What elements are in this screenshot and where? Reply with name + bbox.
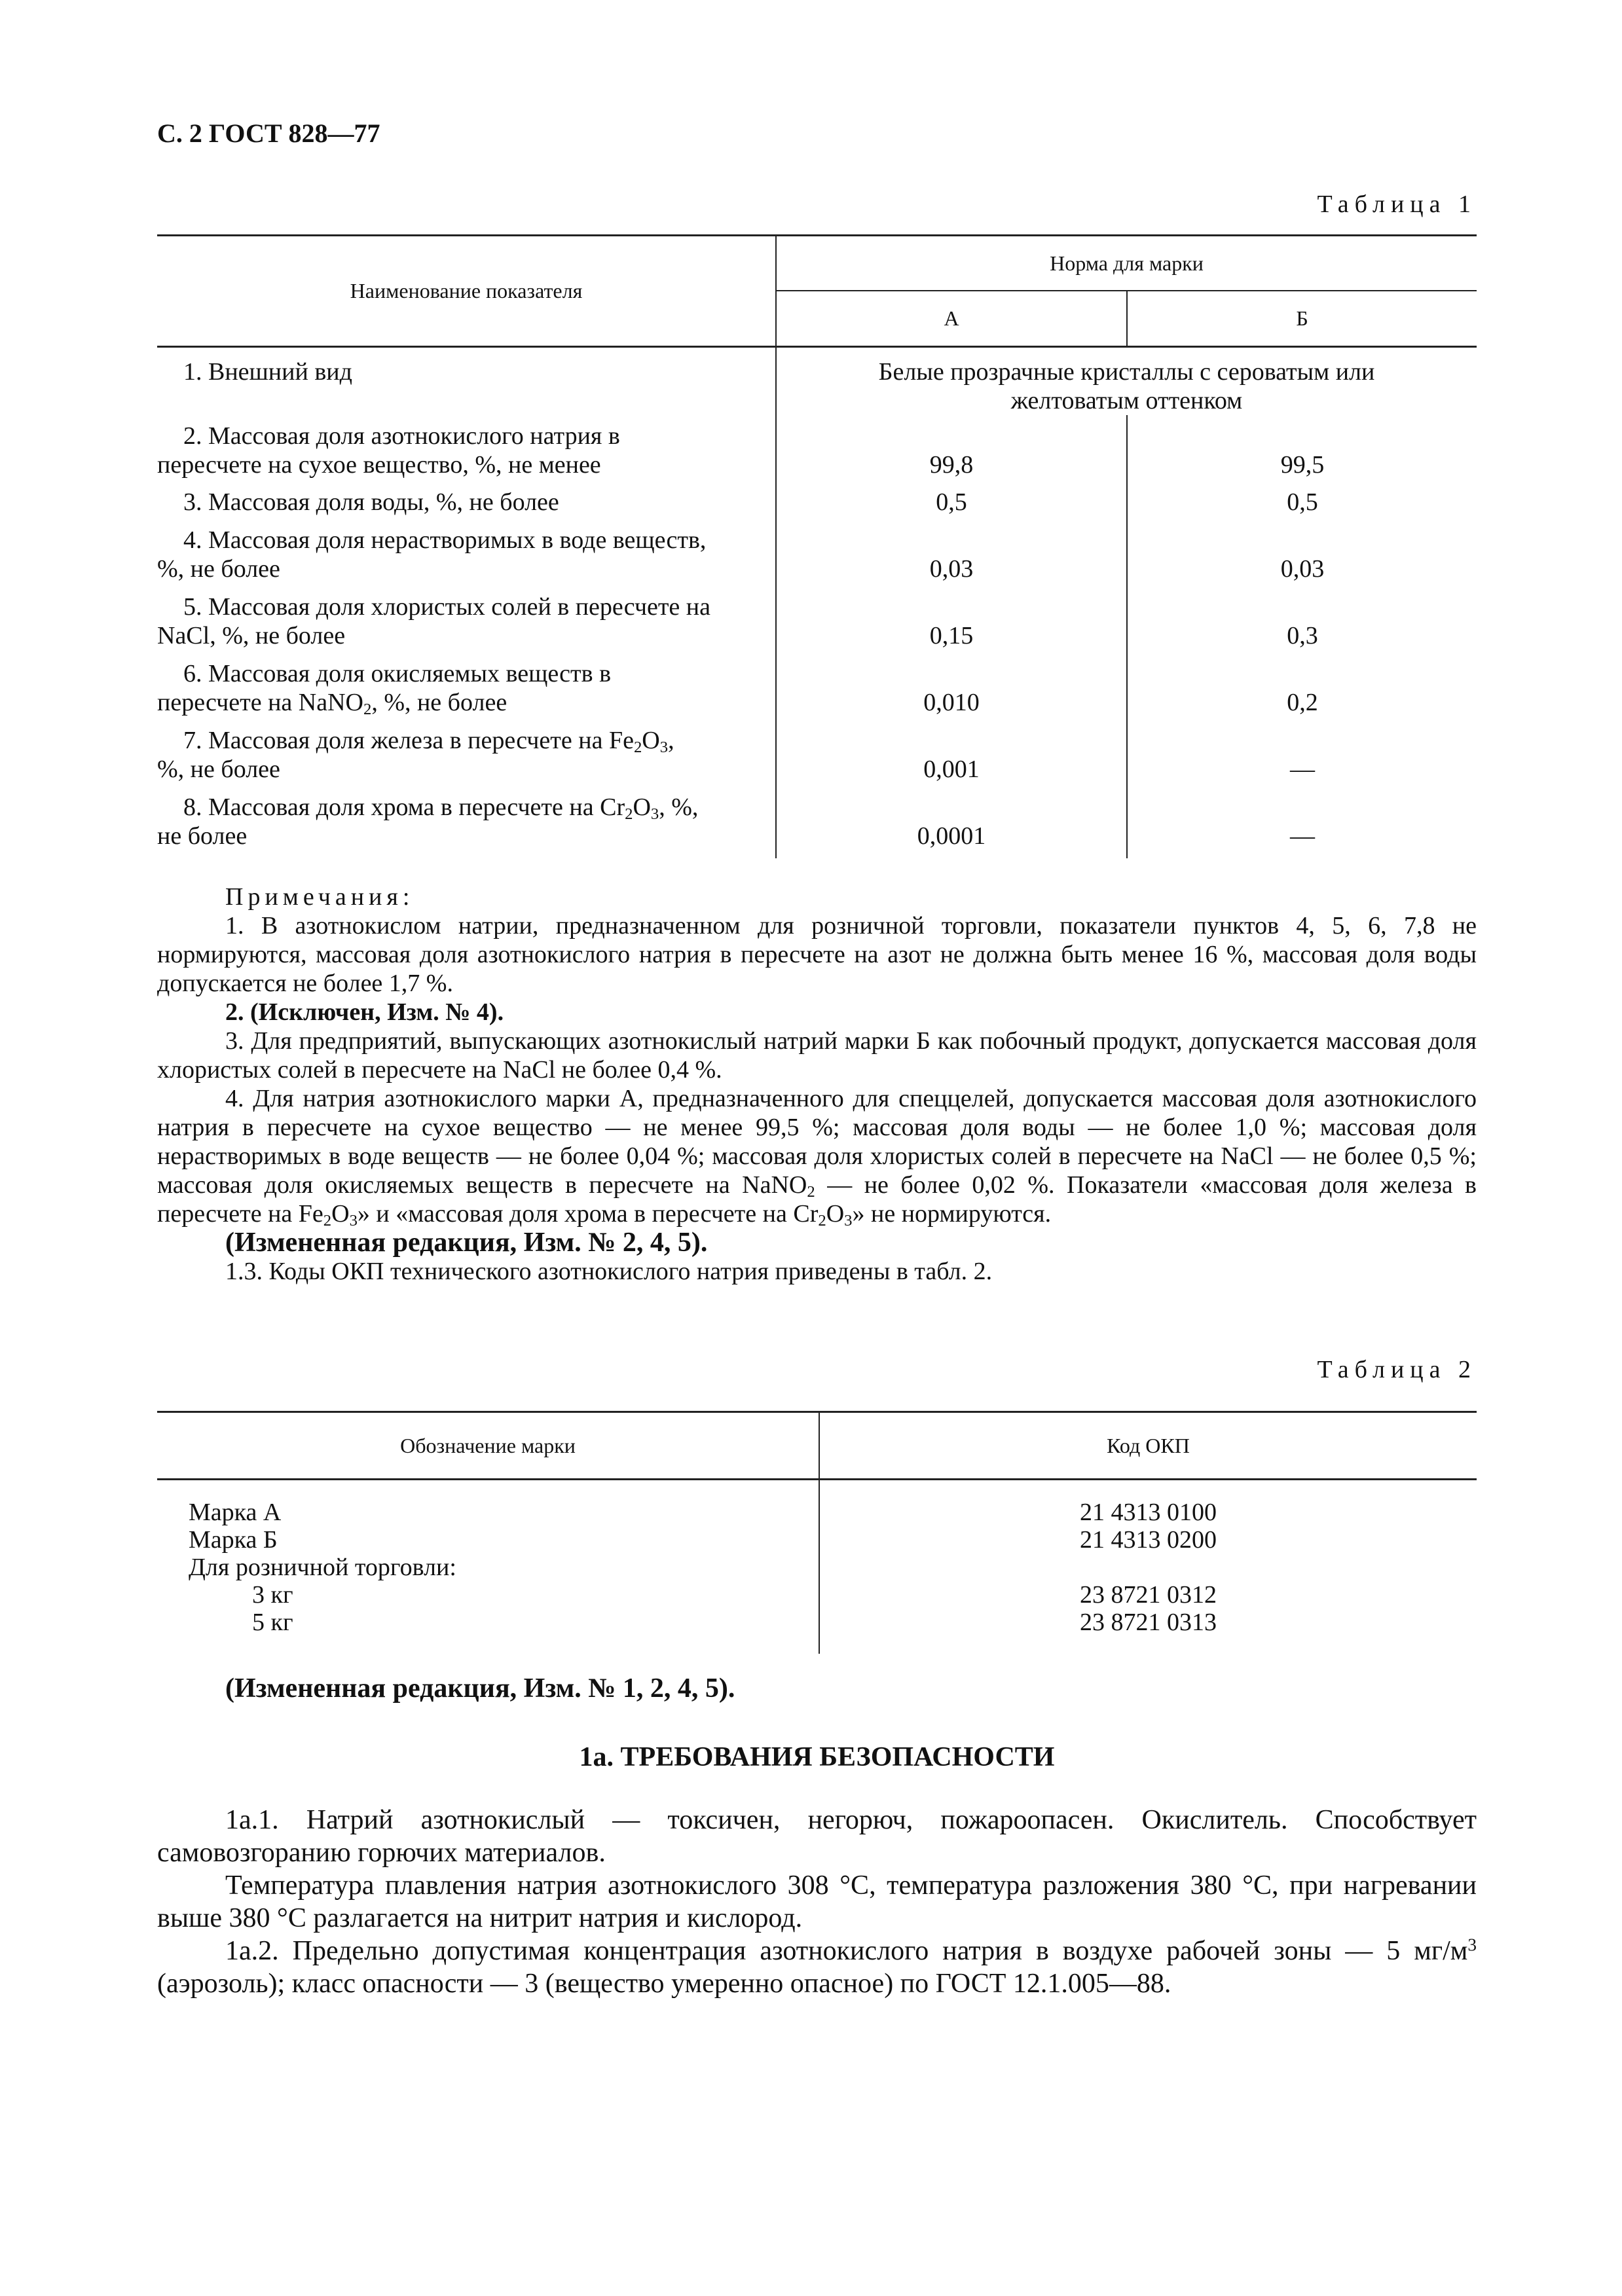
table1-row bbox=[157, 526, 1477, 583]
table-row bbox=[157, 1554, 1477, 1581]
paragraph-temperature: Температура плавления натрия азотнокислого 308 °С, температура разложения 380 °С, при нагревании выше 380 °С разлагается на нитрит натрия и кислород. bbox=[157, 1870, 1477, 1933]
row-value-b: — bbox=[1290, 822, 1315, 850]
paragraph-1a-2: 1а.2. Предельно допустимая концентрация азотнокислого натрия в воздухе рабочей зоны — 5 $мг/м^3$ (аэрозоль); класс опасности — 3 (вещество умеренно опасное) по ГОСТ 12.1.005—88. bbox=[157, 1935, 1477, 1999]
row-name: 3. Массовая доля воды, %, не более bbox=[183, 488, 559, 516]
row-value-a: 0,5 bbox=[936, 488, 967, 516]
table2-col-mark: Обозначение марки bbox=[157, 1413, 820, 1478]
note-1: 1. В азотнокислом натрии, предназначенном для розничной торговли, показатели пунктов 4, 5, 6, 7,8 не нормируются, массовая доля азотнокислого натрия в пересчете на азот не должна быть менее 16 %, массовая доля воды допускается не более 1,7 %. bbox=[157, 912, 1477, 997]
row-value-b: 0,5 bbox=[1287, 488, 1318, 516]
mark-cell: 5 кг bbox=[252, 1609, 293, 1636]
page-header: С. 2 ГОСТ 828—77 bbox=[157, 118, 380, 148]
table1-col-name: Наименование показателя bbox=[157, 236, 777, 346]
row-value-b: 0,3 bbox=[1287, 622, 1318, 649]
row-value-b: 0,2 bbox=[1287, 689, 1318, 716]
paragraph-1-3: 1.3. Коды ОКП технического азотнокислого натрия приведены в табл. 2. bbox=[225, 1258, 993, 1285]
paragraph-1a-1: 1а.1. Натрий азотнокислый — токсичен, негорюч, пожароопасен. Окислитель. Способствует самовозгоранию горючих материалов. bbox=[157, 1805, 1477, 1868]
table1-body bbox=[157, 348, 1477, 858]
table2-body bbox=[157, 1480, 1477, 1654]
table-row bbox=[157, 1581, 1477, 1609]
table2-col-code: Код ОКП bbox=[1107, 1433, 1190, 1457]
row-name: 2. Массовая доля азотнокислого натрия в пересчете на сухое вещество, %, не менее bbox=[157, 422, 620, 479]
table2 bbox=[157, 1411, 1477, 1654]
note-3: 3. Для предприятий, выпускающих азотнокислый натрий марки Б как побочный продукт, допускается массовая доля хлористых солей в пересчете на NaCl не более 0,4 %. bbox=[157, 1027, 1477, 1084]
mark-cell: Для розничной торговли: bbox=[189, 1554, 456, 1581]
mark-cell: Марка А bbox=[189, 1499, 282, 1526]
table1-col-norm: Норма для марки bbox=[777, 236, 1477, 291]
table2-header bbox=[157, 1411, 1477, 1480]
code-cell: 23 8721 0312 bbox=[1080, 1581, 1217, 1609]
row-value-a: 0,15 bbox=[929, 622, 974, 649]
row-value-b: 99,5 bbox=[1280, 451, 1325, 479]
table1-row bbox=[157, 488, 1477, 517]
notes bbox=[157, 883, 1477, 1286]
code-cell: 21 4313 0200 bbox=[1080, 1526, 1217, 1554]
section-body bbox=[157, 1804, 1477, 2000]
code-cell: 21 4313 0100 bbox=[1080, 1499, 1217, 1526]
table1-row bbox=[157, 659, 1477, 717]
table1-row bbox=[157, 793, 1477, 850]
table2-caption: Таблица 2 bbox=[1317, 1356, 1477, 1383]
notes-heading: Примечания: bbox=[225, 883, 415, 911]
table-row bbox=[157, 1526, 1477, 1554]
note-2: 2. (Исключен, Изм. № 4). bbox=[225, 998, 504, 1026]
row-value-a: 0,0001 bbox=[917, 822, 986, 850]
note-4: 4. Для натрия азотнокислого марки А, предназначенного для спеццелей, допускается массовая доля азотнокислого натрия в пересчете на сухое вещество — не менее 99,5 %; массовая доля воды — не более 1,0 %; массовая доля нерастворимых в воде веществ — не более 0,04 %; массовая доля хлористых солей в пересчете на NaCl — не более 0,5 %; массовая доля окисляемых веществ в пересчете на NaNO$_2$ — не более 0,02 %. Показатели «массовая доля железа в пересчете на $Fe_2O_3$» и «массовая доля хрома в пересчете на $Cr_2O_3$» не нормируются. bbox=[157, 1085, 1477, 1230]
row-value-a: 0,001 bbox=[923, 756, 980, 783]
amendment-note-2: (Измененная редакция, Изм. № 1, 2, 4, 5). bbox=[225, 1673, 735, 1704]
row-value-a: 0,03 bbox=[929, 555, 974, 583]
table1-row bbox=[157, 357, 1477, 420]
mark-cell: Марка Б bbox=[189, 1526, 278, 1554]
row-name: 6. Массовая доля окисляемых веществ в пересчете на NaNO$_2$, %, не более bbox=[157, 660, 612, 719]
table-row bbox=[157, 1499, 1477, 1526]
table1-row bbox=[157, 592, 1477, 650]
table-row bbox=[157, 1609, 1477, 1636]
table1-row bbox=[157, 422, 1477, 479]
row-value-b: — bbox=[1290, 756, 1315, 783]
table1-col-b: Б bbox=[1296, 306, 1308, 330]
table1-header bbox=[157, 234, 1477, 348]
table1-row bbox=[157, 726, 1477, 784]
row-value-b: 0,03 bbox=[1280, 555, 1325, 583]
row-merged-value: Белые прозрачные кристаллы с сероватым или желтоватым оттенком bbox=[777, 357, 1477, 415]
row-name: 1. Внешний вид bbox=[183, 358, 352, 386]
code-cell: 23 8721 0313 bbox=[1080, 1609, 1217, 1636]
row-name: 5. Массовая доля хлористых солей в пересчете на NaCl, %, не более bbox=[157, 593, 710, 649]
table1 bbox=[157, 234, 1477, 858]
row-name: 7. Массовая доля железа в пересчете на $Fe_2O_3$, %, не более bbox=[157, 727, 674, 783]
row-value-a: 99,8 bbox=[929, 451, 974, 479]
amendment-note: (Измененная редакция, Изм. № 2, 4, 5). bbox=[225, 1228, 708, 1258]
row-value-a: 0,010 bbox=[923, 689, 980, 716]
section-title: 1а. ТРЕБОВАНИЯ БЕЗОПАСНОСТИ bbox=[579, 1742, 1055, 1772]
table1-col-a: А bbox=[777, 291, 1128, 346]
mark-cell: 3 кг bbox=[252, 1581, 293, 1609]
row-name: 4. Массовая доля нерастворимых в воде веществ, %, не более bbox=[157, 526, 707, 583]
row-name: 8. Массовая доля хрома в пересчете на $Cr_2O_3$, %, не более bbox=[157, 793, 699, 850]
table1-caption: Таблица 1 bbox=[1317, 191, 1477, 218]
